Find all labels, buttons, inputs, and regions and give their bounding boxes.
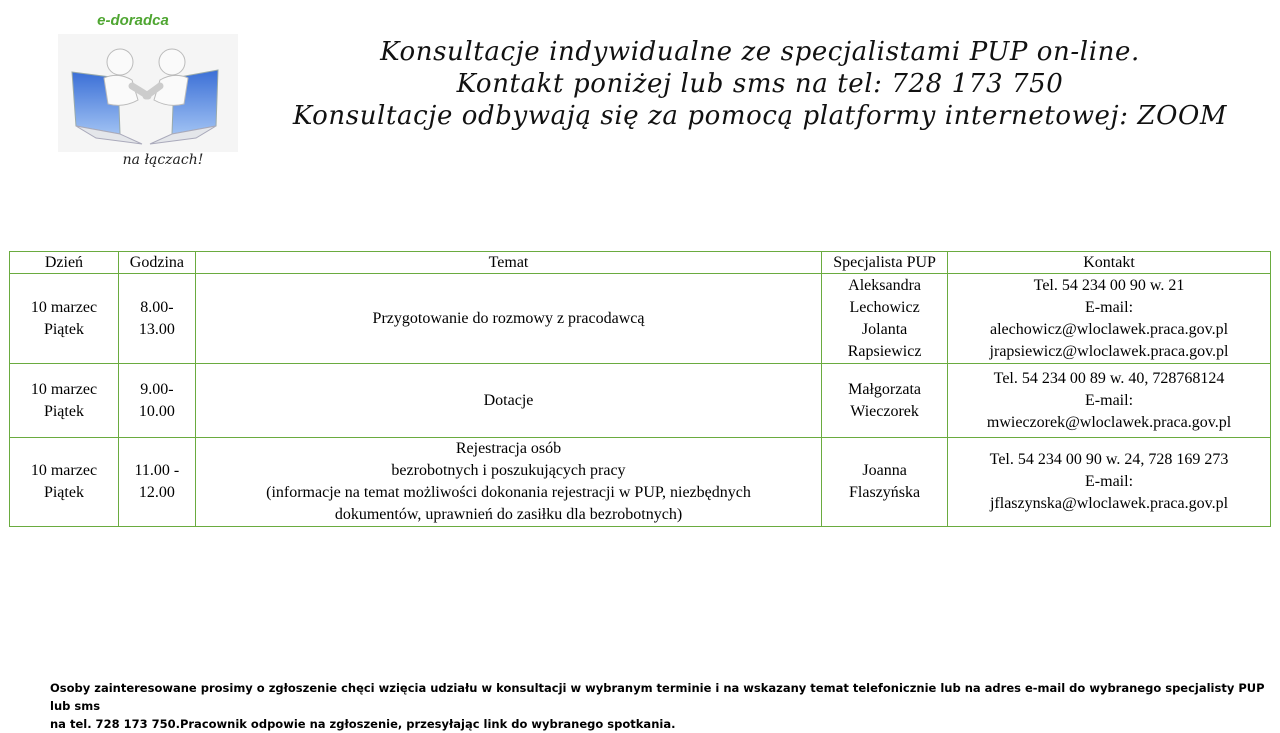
day-line: Piątek (43, 484, 84, 501)
time-line: 13.00 (138, 320, 175, 338)
time-line: 8.00- (140, 298, 174, 316)
contact-line: E-mail: (1085, 391, 1134, 409)
cell-time (118, 438, 195, 527)
header-line-2: Kontakt poniżej lub sms na tel: 728 173 750 (456, 69, 1064, 99)
specialist-line: Joanna (862, 462, 907, 479)
specialist-line: Lechowicz (849, 298, 920, 316)
table-body (10, 274, 1271, 527)
header-time: Godzina (118, 252, 195, 274)
header-specialist: Specjalista PUP (822, 252, 948, 274)
cell-contact (948, 438, 1271, 527)
time-line: 10.00 (138, 402, 175, 420)
header-topic: Temat (195, 252, 821, 274)
time-line: 9.00- (140, 380, 174, 398)
topic-line: Przygotowanie do rozmowy z pracodawcą (372, 309, 645, 327)
schedule-table (9, 251, 1271, 527)
contact-line: E-mail: (1085, 298, 1134, 316)
cell-topic (195, 274, 821, 364)
cell-contact (948, 274, 1271, 364)
specialist-line: Jolanta (861, 320, 908, 338)
time-line: 11.00 - (134, 462, 180, 479)
contact-line: E-mail: (1085, 473, 1134, 490)
contact-line: alechowicz@wloclawek.praca.gov.pl (990, 320, 1229, 338)
contact-line: Tel. 54 234 00 90 w. 24, 728 169 273 (989, 451, 1229, 468)
contact-line: jflaszynska@wloclawek.praca.gov.pl (989, 495, 1229, 512)
table-row (10, 438, 1271, 527)
topic-line: dokumentów, uprawnień do zasiłku dla bezrobotnych) (334, 506, 683, 523)
logo-title: e-doradca (97, 12, 169, 29)
cell-day (10, 438, 119, 527)
cell-time (118, 364, 195, 438)
contact-line: Tel. 54 234 00 90 w. 21 (1033, 276, 1185, 294)
day-line: 10 marzec (30, 380, 98, 398)
cell-time (118, 274, 195, 364)
cell-topic (195, 438, 821, 527)
contact-line: jrapsiewicz@wloclawek.praca.gov.pl (989, 342, 1229, 360)
header-line-1: Konsultacje indywidualne ze specjalistami PUP on-line. (380, 37, 1140, 67)
specialist-line: Aleksandra (848, 276, 922, 294)
header-contact: Kontakt (948, 252, 1271, 274)
day-line: Piątek (43, 402, 84, 420)
cell-specialist (822, 438, 948, 527)
table-row (10, 274, 1271, 364)
logo-caption: na łączach! (122, 152, 204, 168)
topic-line: (informacje na temat możliwości dokonania rejestracji w PUP, niezbędnych (266, 484, 751, 501)
table-row (10, 364, 1271, 438)
day-line: Piątek (43, 320, 84, 338)
cell-contact (948, 364, 1271, 438)
time-line: 12.00 (138, 484, 175, 501)
header-line-3: Konsultacje odbywają się za pomocą platformy internetowej: ZOOM (292, 101, 1228, 131)
footer-note (50, 679, 1265, 733)
cell-day (10, 364, 119, 438)
topic-line: Dotacje (483, 391, 534, 409)
cell-day (10, 274, 119, 364)
topic-line: bezrobotnych i poszukujących pracy (391, 462, 626, 479)
contact-line: mwieczorek@wloclawek.praca.gov.pl (986, 413, 1232, 431)
cell-specialist (822, 274, 948, 364)
logo (58, 10, 238, 175)
topic-line: Rejestracja osób (455, 440, 562, 457)
handshake-laptops-icon (58, 34, 238, 152)
day-line: 10 marzec (30, 462, 98, 479)
specialist-line: Wieczorek (850, 402, 919, 420)
specialist-line: Małgorzata (848, 380, 922, 398)
specialist-line: Flaszyńska (849, 484, 921, 501)
contact-line: Tel. 54 234 00 89 w. 40, 728768124 (993, 369, 1225, 387)
cell-topic (195, 364, 821, 438)
footer-line-2: na tel. 728 173 750.Pracownik odpowie na zgłoszenie, przesyłając link do wybranego spotkania. (50, 717, 676, 731)
specialist-line: Rapsiewicz (847, 342, 922, 360)
page-header (250, 36, 1270, 132)
table-header-row (10, 252, 1271, 274)
header-day: Dzień (10, 252, 119, 274)
day-line: 10 marzec (30, 298, 98, 316)
cell-specialist (822, 364, 948, 438)
footer-line-1: Osoby zainteresowane prosimy o zgłoszenie chęci wzięcia udziału w konsultacji w wybranym terminie i na wskazany temat telefonicznie lub na adres e-mail do wybranego specjalisty PUP lub sms (50, 681, 1265, 713)
